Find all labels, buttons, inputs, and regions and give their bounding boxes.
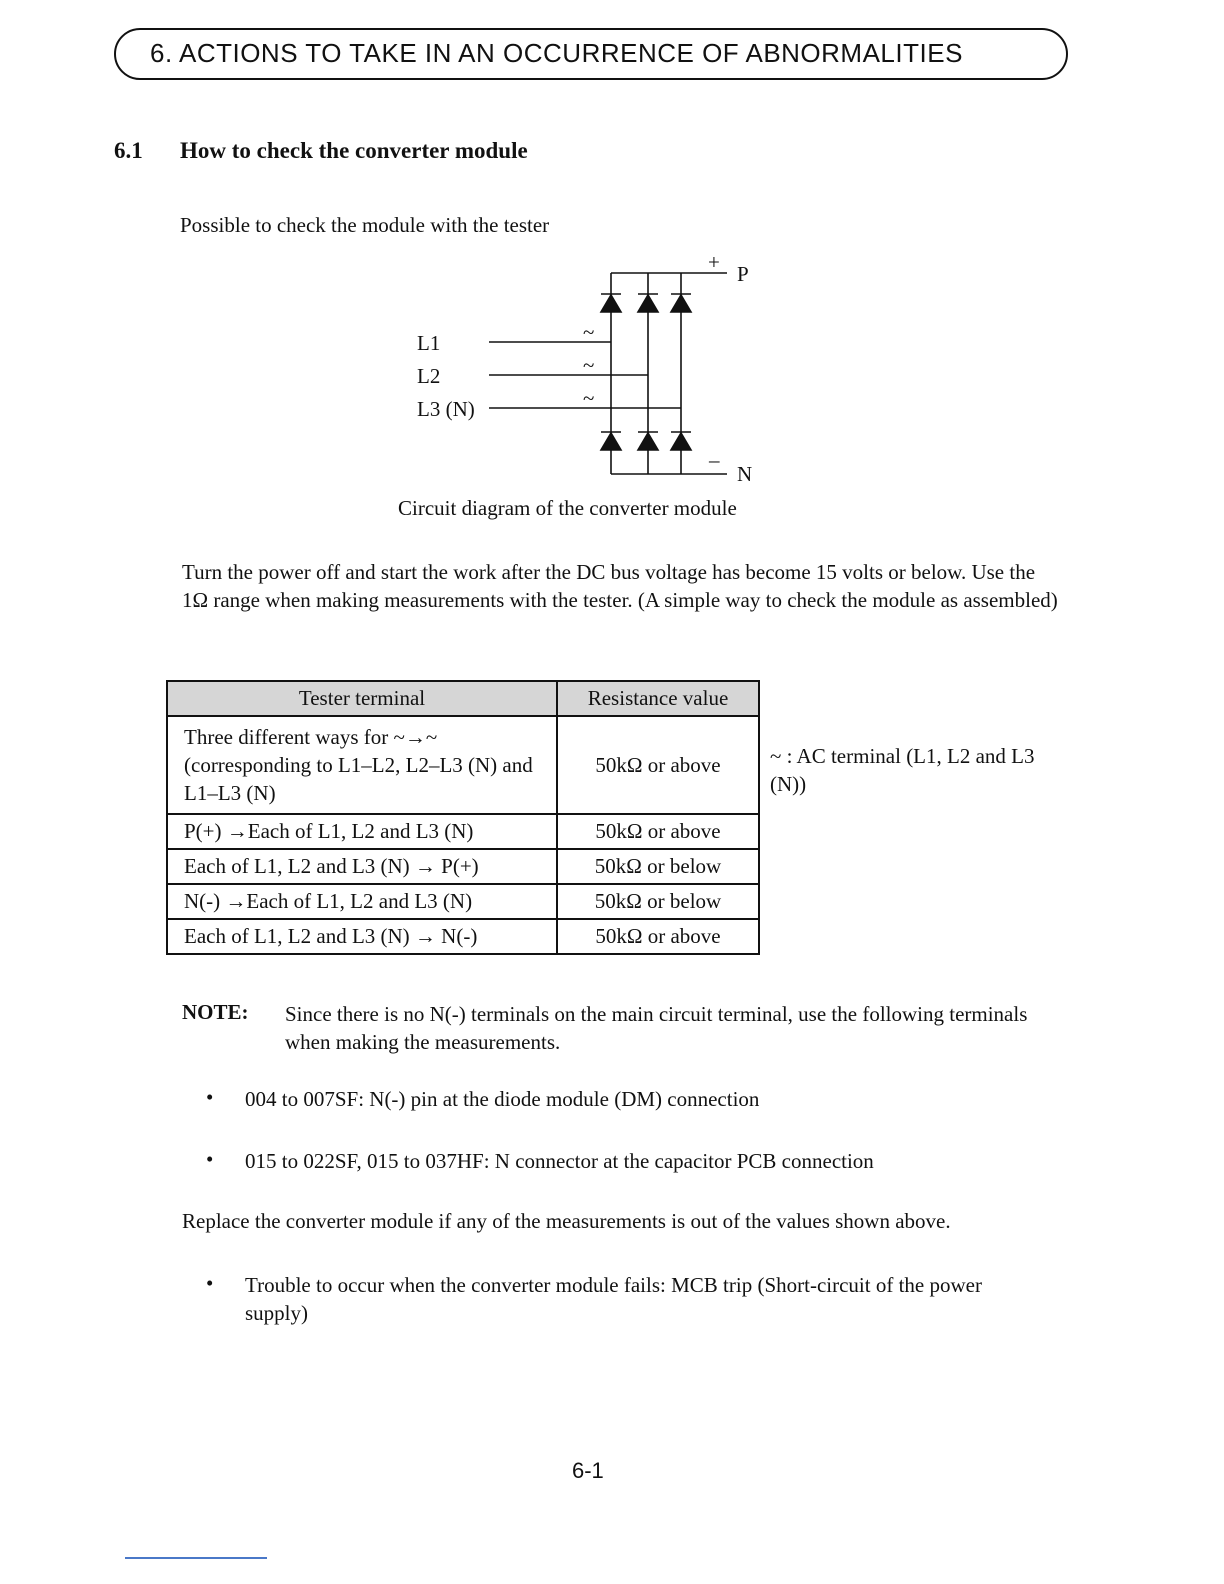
diode-upper-3	[671, 295, 691, 312]
tilde-l3: ~	[583, 386, 595, 410]
bullet-item: 015 to 022SF, 015 to 037HF: N connector at the capacitor PCB connection	[245, 1149, 874, 1173]
terminal-cell: Each of L1, L2 and L3 (N) → P(+)	[167, 849, 557, 884]
bullet-dot: •	[206, 1085, 214, 1109]
trouble-bullet: Trouble to occur when the converter module fails: MCB trip (Short-circuit of the power supply)	[245, 1273, 982, 1325]
diode-lower-3	[671, 433, 691, 450]
table-header-row	[167, 681, 759, 716]
p-label: P	[737, 262, 749, 286]
bullet-dot: •	[206, 1147, 214, 1171]
value-cell: 50kΩ or below	[557, 849, 759, 884]
value-cell: 50kΩ or below	[557, 884, 759, 919]
table-row	[167, 814, 759, 849]
terminal-cell: N(-) →Each of L1, L2 and L3 (N)	[167, 884, 557, 919]
ac-terminal-note	[770, 742, 1060, 798]
diagram-caption: Circuit diagram of the converter module	[398, 496, 737, 520]
chapter-title: 6. ACTIONS TO TAKE IN AN OCCURRENCE OF ABNORMALITIES	[150, 38, 963, 68]
diode-upper-2	[638, 295, 658, 312]
table-row	[167, 884, 759, 919]
diode-lower-1	[601, 433, 621, 450]
n-label: N	[737, 462, 753, 485]
table-row	[167, 919, 759, 954]
section-title: How to check the converter module	[180, 138, 528, 163]
terminal-cell: P(+) →Each of L1, L2 and L3 (N)	[167, 814, 557, 849]
table-row	[167, 849, 759, 884]
value-cell: 50kΩ or above	[557, 716, 759, 814]
header-tester-terminal: Tester terminal	[167, 681, 557, 716]
terminal-cell: Each of L1, L2 and L3 (N) → N(-)	[167, 919, 557, 954]
diode-upper-1	[601, 295, 621, 312]
section-number: 6.1	[114, 138, 143, 163]
instruction-paragraph: Turn the power off and start the work after the DC bus voltage has become 15 volts or below. Use the 1Ω range when making measurements with the tester. (A simple way to check the module as assembled)	[182, 560, 1058, 612]
page-number: 6-1	[572, 1458, 604, 1483]
diode-lower-2	[638, 433, 658, 450]
replace-instruction: Replace the converter module if any of the measurements is out of the values shown above.	[182, 1209, 951, 1233]
footer-rule	[125, 1557, 267, 1559]
bullet-dot: •	[206, 1271, 214, 1295]
label-l3: L3 (N)	[417, 397, 475, 421]
label-l2: L2	[417, 364, 441, 388]
label-l1: L1	[417, 331, 441, 355]
bullet-item: 004 to 007SF: N(-) pin at the diode module (DM) connection	[245, 1087, 760, 1111]
header-resistance-value: Resistance value	[557, 681, 759, 716]
tilde-l1: ~	[583, 320, 595, 344]
note-label: NOTE:	[182, 1000, 249, 1024]
plus-label: +	[708, 250, 720, 274]
terminal-cell: Three different ways for ~→~ (corresponding to L1–L2, L2–L3 (N) and L1–L3 (N)	[167, 716, 557, 814]
tester-table	[166, 680, 760, 955]
minus-label: –	[709, 448, 720, 472]
ac-text: AC terminal (L1, L2 and L3 (N))	[770, 744, 1035, 796]
intro-text: Possible to check the module with the tester	[180, 213, 550, 237]
table-row	[167, 716, 759, 814]
ac-symbol: ~ :	[770, 744, 793, 768]
converter-circuit-diagram	[405, 245, 785, 485]
tilde-l2: ~	[583, 353, 595, 377]
note-text: Since there is no N(-) terminals on the main circuit terminal, use the following terminals when making the measurements.	[285, 1002, 1028, 1054]
value-cell: 50kΩ or above	[557, 814, 759, 849]
value-cell: 50kΩ or above	[557, 919, 759, 954]
